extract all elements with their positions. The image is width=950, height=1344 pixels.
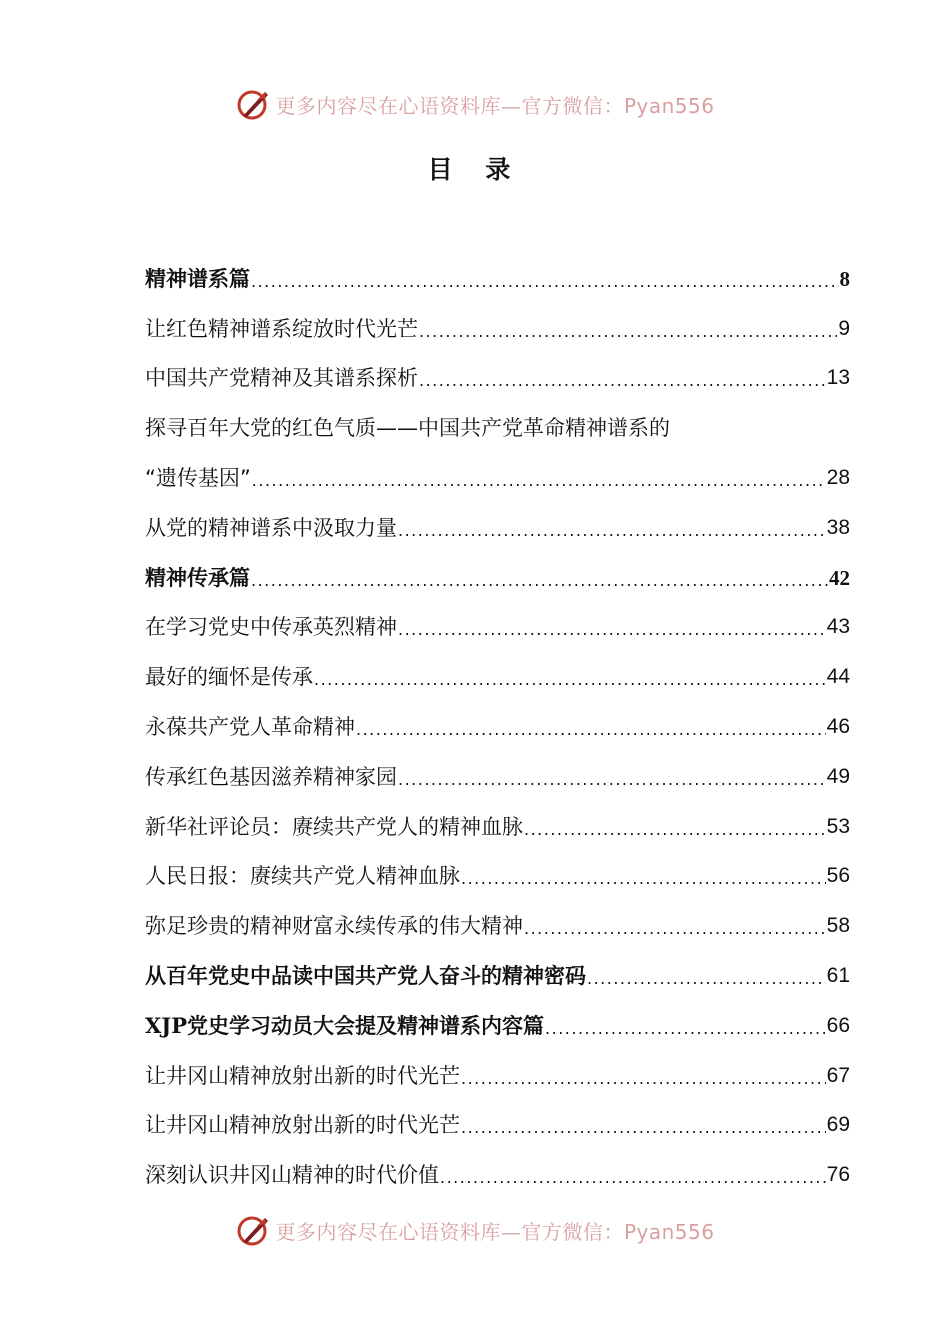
dot-leader bbox=[461, 1116, 826, 1140]
dot-leader bbox=[524, 917, 826, 941]
banner-text: 更多内容尽在心语资料库—官方微信：Pyan556 bbox=[275, 93, 715, 118]
toc-page-number: 38 bbox=[826, 515, 850, 539]
dot-leader bbox=[440, 1166, 826, 1190]
dot-leader bbox=[356, 718, 826, 742]
toc-entry-title: XJP党史学习动员大会提及精神谱系内容篇 bbox=[145, 1012, 545, 1038]
toc-page-number: 56 bbox=[826, 864, 850, 888]
toc-entry-title: “遗传基因” bbox=[145, 465, 251, 490]
dot-leader bbox=[419, 320, 837, 344]
toc-page-number: 46 bbox=[826, 714, 850, 738]
toc-entry[interactable] bbox=[145, 593, 850, 643]
dot-leader bbox=[587, 967, 826, 991]
toc-entry[interactable] bbox=[145, 1041, 850, 1091]
quill-logo-icon bbox=[235, 1212, 271, 1248]
toc-entry[interactable] bbox=[145, 941, 850, 991]
toc-page-number: 8 bbox=[839, 266, 850, 291]
toc-page-number: 76 bbox=[826, 1163, 850, 1187]
toc-entry-title: 精神谱系篇 bbox=[145, 265, 250, 291]
toc-entry[interactable] bbox=[145, 742, 850, 792]
toc-entry-title: 弥足珍贵的精神财富永续传承的伟大精神 bbox=[145, 914, 523, 939]
toc-entry[interactable] bbox=[145, 543, 850, 593]
toc-entry-title: 传承红色基因滋养精神家园 bbox=[145, 764, 397, 789]
toc-entry-title: 深刻认识井冈山精神的时代价值 bbox=[145, 1163, 439, 1188]
banner-text: 更多内容尽在心语资料库—官方微信：Pyan556 bbox=[275, 1219, 715, 1244]
toc-entry[interactable] bbox=[145, 1091, 850, 1141]
toc-page-number: 49 bbox=[826, 764, 850, 788]
toc-entry[interactable] bbox=[145, 842, 850, 892]
dot-leader bbox=[461, 1067, 826, 1091]
toc-entry-title: 让红色精神谱系绽放时代光芒 bbox=[145, 316, 418, 341]
toc-page-number: 13 bbox=[826, 366, 850, 390]
toc-page-number: 58 bbox=[826, 914, 850, 938]
page-title: 目 录 bbox=[427, 155, 523, 184]
dot-leader bbox=[545, 1017, 826, 1041]
toc-entry-title: 新华社评论员：赓续共产党人的精神血脉 bbox=[145, 814, 523, 839]
toc-entry-title: 让井冈山精神放射出新的时代光芒 bbox=[145, 1113, 460, 1138]
toc-entry[interactable] bbox=[145, 1140, 850, 1190]
toc-entry-title: 让井冈山精神放射出新的时代光芒 bbox=[145, 1063, 460, 1088]
table-of-contents bbox=[145, 244, 850, 1190]
dot-leader bbox=[398, 519, 826, 543]
toc-page-number: 66 bbox=[826, 1013, 850, 1037]
toc-entry-title: 永葆共产党人革命精神 bbox=[145, 714, 355, 739]
toc-entry-title: 从党的精神谱系中汲取力量 bbox=[145, 515, 397, 540]
toc-entry[interactable] bbox=[145, 991, 850, 1041]
toc-entry-title: 从百年党史中品读中国共产党人奋斗的精神密码 bbox=[145, 962, 586, 988]
toc-page-number: 69 bbox=[826, 1113, 850, 1137]
toc-entry[interactable] bbox=[145, 443, 850, 493]
toc-entry[interactable] bbox=[145, 642, 850, 692]
dot-leader bbox=[398, 618, 826, 642]
dot-leader bbox=[251, 270, 839, 294]
toc-entry-title: 人民日报：赓续共产党人精神血脉 bbox=[145, 864, 460, 889]
footer-banner bbox=[0, 1210, 950, 1250]
dot-leader bbox=[524, 818, 826, 842]
toc-page-number: 42 bbox=[829, 565, 850, 590]
toc-entry-title: 在学习党史中传承英烈精神 bbox=[145, 615, 397, 640]
toc-entry-title: 精神传承篇 bbox=[145, 564, 250, 590]
toc-page-number: 9 bbox=[838, 316, 850, 340]
toc-entry[interactable] bbox=[145, 244, 850, 294]
toc-page-number: 43 bbox=[826, 615, 850, 639]
toc-page-number: 67 bbox=[826, 1063, 850, 1087]
toc-entry[interactable] bbox=[145, 393, 850, 443]
toc-entry[interactable] bbox=[145, 294, 850, 344]
toc-entry[interactable] bbox=[145, 493, 850, 543]
toc-entry-title: 最好的缅怀是传承 bbox=[145, 665, 313, 690]
toc-entry[interactable] bbox=[145, 344, 850, 394]
dot-leader bbox=[461, 867, 826, 891]
toc-page-number: 61 bbox=[826, 963, 850, 987]
dot-leader bbox=[398, 768, 826, 792]
dot-leader bbox=[419, 369, 826, 393]
dot-leader bbox=[251, 569, 828, 593]
toc-entry[interactable] bbox=[145, 891, 850, 941]
toc-entry-title: 探寻百年大党的红色气质——中国共产党革命精神谱系的 bbox=[145, 416, 670, 441]
toc-entry[interactable] bbox=[145, 792, 850, 842]
header-banner bbox=[0, 84, 950, 124]
toc-page-number: 44 bbox=[826, 665, 850, 689]
toc-entry-title: 中国共产党精神及其谱系探析 bbox=[145, 366, 418, 391]
quill-logo-icon bbox=[235, 86, 271, 122]
toc-page-number: 28 bbox=[826, 465, 850, 489]
toc-page-number: 53 bbox=[826, 814, 850, 838]
dot-leader bbox=[314, 668, 826, 692]
toc-entry[interactable] bbox=[145, 692, 850, 742]
dot-leader bbox=[252, 469, 826, 493]
